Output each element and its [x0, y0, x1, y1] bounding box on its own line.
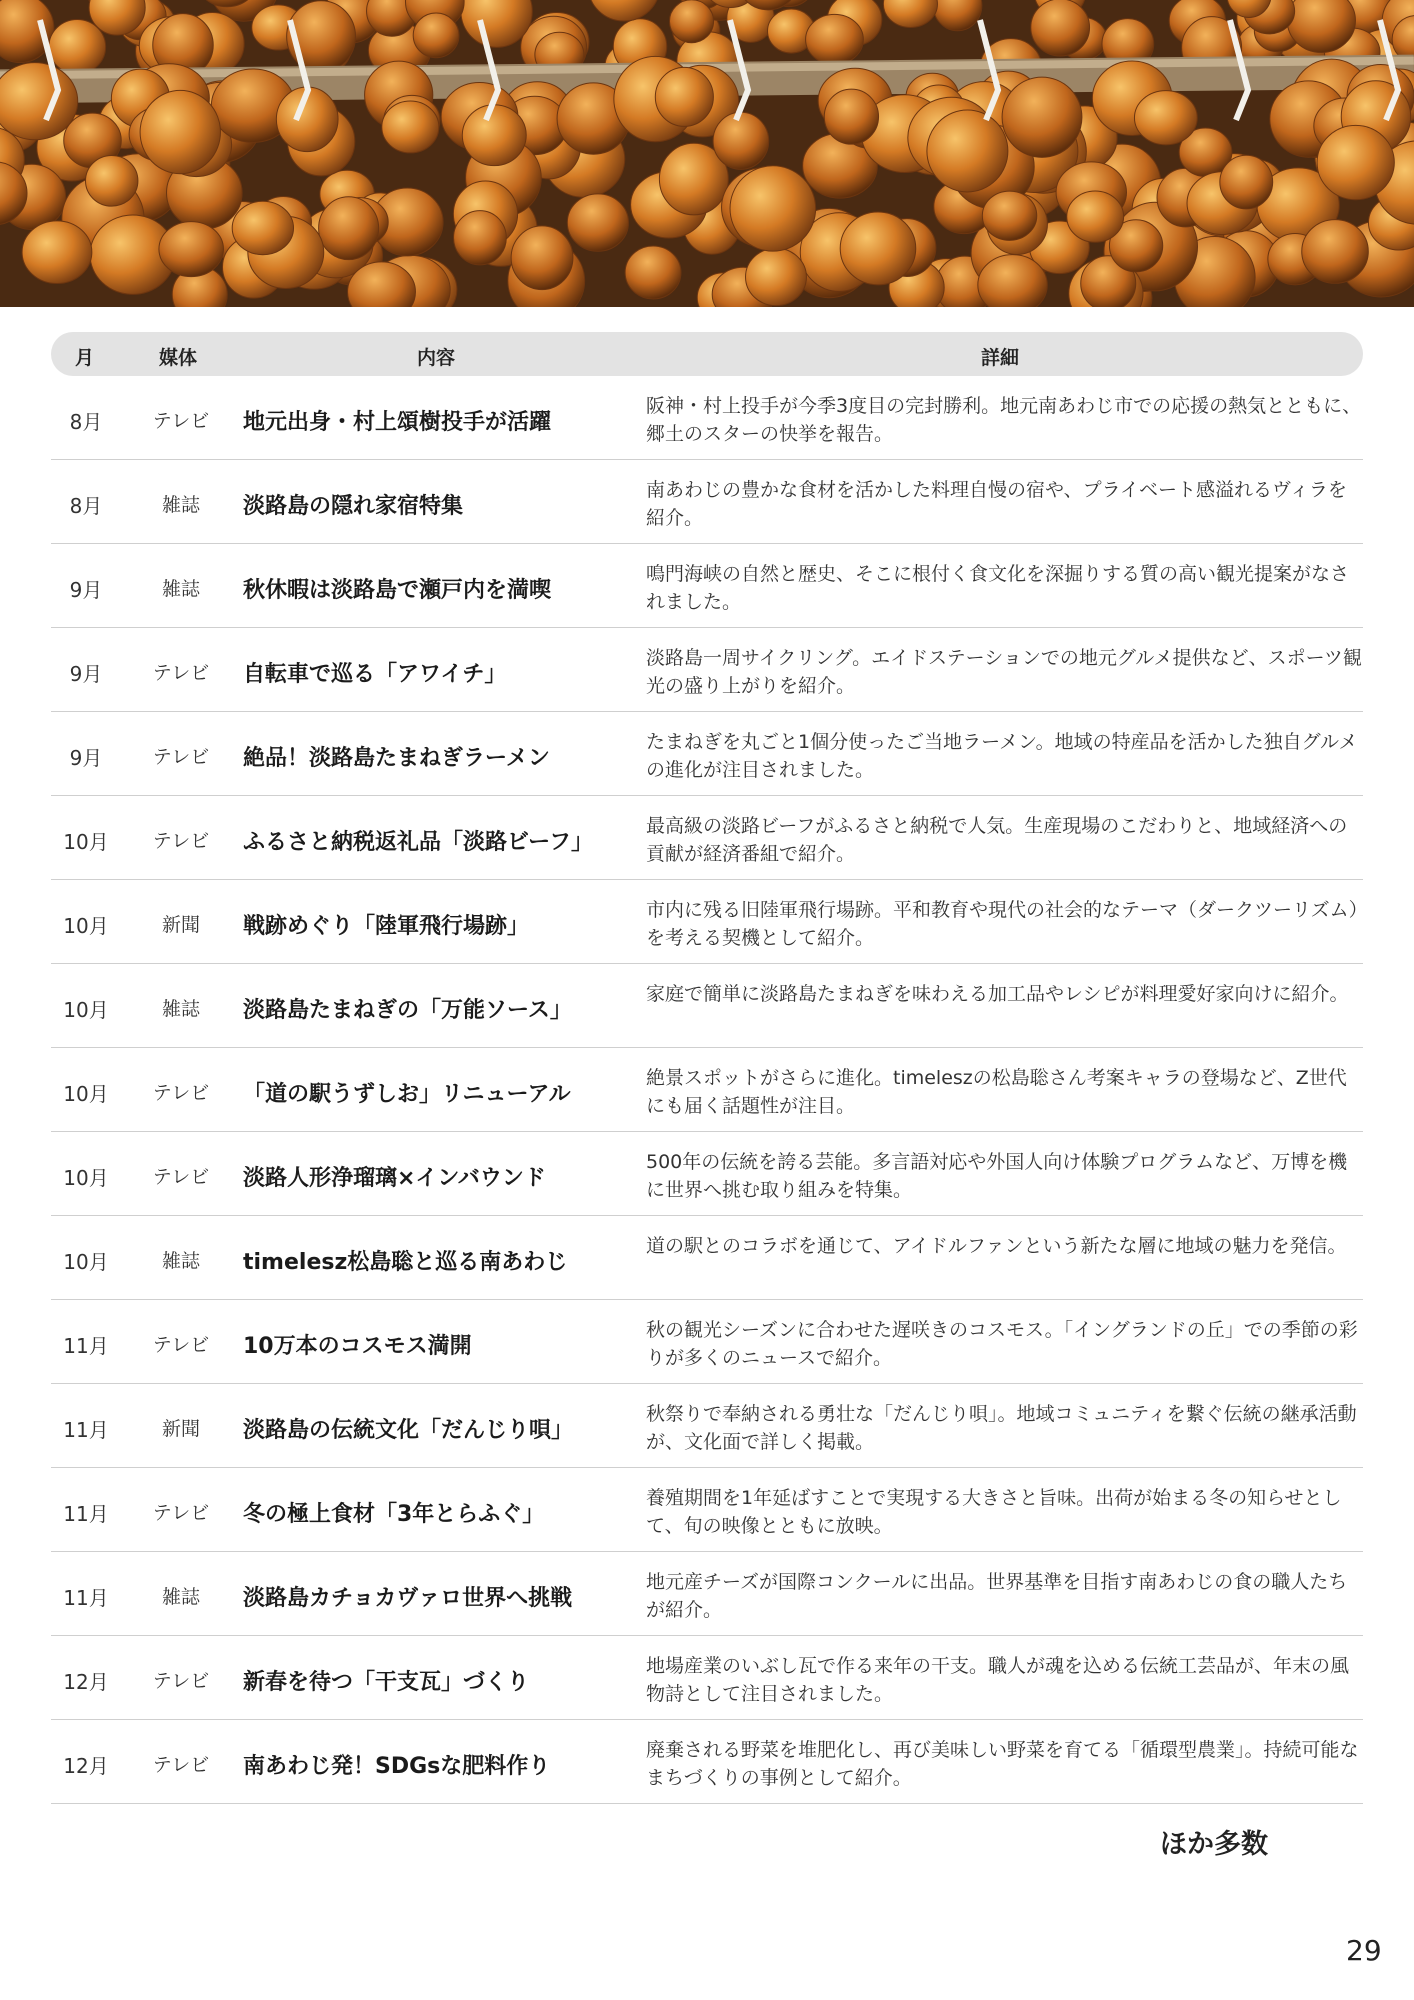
row-title: 淡路島カチョカヴァロ世界へ挑戦: [243, 1586, 573, 1611]
header-content: 内容: [417, 347, 456, 369]
table-row: [51, 1720, 1363, 1804]
row-media: 雑誌: [161, 1586, 200, 1608]
row-detail: 絶景スポットがさらに進化。timeleszの松島聡さん考案キャラの登場など、Z世代にも届く話題性が注目。: [646, 1067, 1347, 1117]
row-media: テレビ: [152, 410, 210, 432]
table-row: [51, 964, 1363, 1048]
table-header: [51, 332, 1363, 376]
header-media: 媒体: [159, 347, 198, 369]
row-month: 9月: [69, 578, 103, 602]
row-media: 新聞: [161, 914, 200, 936]
table-row: [51, 460, 1363, 544]
row-media: 雑誌: [161, 998, 200, 1020]
row-title: 南あわじ発！SDGsな肥料作り: [243, 1754, 551, 1779]
row-title: 淡路人形浄瑠璃×インバウンド: [243, 1166, 546, 1191]
row-title: ふるさと納税返礼品「淡路ビーフ」: [243, 830, 594, 855]
row-media: 新聞: [161, 1418, 200, 1440]
row-media: テレビ: [152, 830, 210, 852]
table-row: [51, 628, 1363, 712]
row-detail: 秋の観光シーズンに合わせた遅咲きのコスモス。「イングランドの丘」での季節の彩りが多くのニュースで紹介。: [646, 1319, 1358, 1369]
row-media: 雑誌: [161, 578, 200, 600]
table-row: [51, 1636, 1363, 1720]
row-title: 絶品！淡路島たまねぎラーメン: [243, 746, 550, 771]
row-month: 11月: [63, 1418, 109, 1442]
row-month: 12月: [63, 1670, 109, 1694]
row-title: 「道の駅うずしお」リニューアル: [243, 1082, 571, 1107]
row-month: 10月: [63, 1082, 109, 1106]
row-detail: 最高級の淡路ビーフがふるさと納税で人気。生産現場のこだわりと、地域経済への貢献が経済番組で紹介。: [646, 815, 1348, 865]
table-row: [51, 1552, 1363, 1636]
row-detail: 養殖期間を1年延ばすことで実現する大きさと旨味。出荷が始まる冬の知らせとして、旬の映像とともに放映。: [646, 1487, 1342, 1537]
table-row: [51, 1216, 1363, 1300]
row-month: 9月: [69, 746, 103, 770]
row-title: 戦跡めぐり「陸軍飛行場跡」: [243, 914, 530, 939]
row-month: 11月: [63, 1334, 109, 1358]
row-title: 淡路島たまねぎの「万能ソース」: [243, 998, 572, 1023]
row-month: 11月: [63, 1586, 109, 1610]
row-title: timelesz松島聡と巡る南あわじ: [243, 1250, 568, 1275]
row-month: 10月: [63, 1250, 109, 1274]
table-row: [51, 1300, 1363, 1384]
row-month: 8月: [69, 494, 103, 518]
row-title: 10万本のコスモス満開: [243, 1334, 472, 1359]
table-row: [51, 376, 1363, 460]
row-month: 12月: [63, 1754, 109, 1778]
row-detail: 鳴門海峡の自然と歴史、そこに根付く食文化を深掘りする質の高い観光提案がなされました。: [646, 563, 1350, 613]
table-body: [51, 376, 1363, 1804]
table-row: [51, 544, 1363, 628]
row-media: テレビ: [152, 1670, 210, 1692]
header-month: 月: [75, 347, 95, 369]
row-detail: 南あわじの豊かな食材を活かした料理自慢の宿や、プライベート感溢れるヴィラを紹介。: [646, 479, 1347, 529]
row-media: テレビ: [152, 662, 210, 684]
row-media: テレビ: [152, 746, 210, 768]
table-row: [51, 1384, 1363, 1468]
row-title: 新春を待つ「干支瓦」づくり: [243, 1670, 530, 1695]
row-title: 秋休暇は淡路島で瀬戸内を満喫: [243, 578, 552, 603]
row-title: 自転車で巡る「アワイチ」: [243, 662, 507, 687]
row-title: 淡路島の伝統文化「だんじり唄」: [243, 1418, 574, 1443]
row-detail: たまねぎを丸ごと1個分使ったご当地ラーメン。地域の特産品を活かした独自グルメの進化が注目されました。: [646, 731, 1358, 781]
row-detail: 淡路島一周サイクリング。エイドステーションでの地元グルメ提供など、スポーツ観光の盛り上がりを紹介。: [646, 647, 1362, 697]
row-detail: 廃棄される野菜を堆肥化し、再び美味しい野菜を育てる「循環型農業」。持続可能なまちづくりの事例として紹介。: [646, 1739, 1359, 1789]
table-row: [51, 1468, 1363, 1552]
row-title: 地元出身・村上頌樹投手が活躍: [243, 410, 552, 435]
table-row: [51, 1132, 1363, 1216]
row-detail: 秋祭りで奉納される勇壮な「だんじり唄」。地域コミュニティを繋ぐ伝統の継承活動が、文化面で詳しく掲載。: [646, 1403, 1357, 1453]
row-media: 雑誌: [161, 494, 200, 516]
row-month: 9月: [69, 662, 103, 686]
row-media: テレビ: [152, 1334, 210, 1356]
row-month: 10月: [63, 914, 109, 938]
row-detail: 阪神・村上投手が今季3度目の完封勝利。地元南あわじ市での応援の熱気とともに、郷土のスターの快挙を報告。: [646, 395, 1362, 445]
row-month: 11月: [63, 1502, 109, 1526]
row-title: 冬の極上食材「3年とらふぐ」: [243, 1502, 545, 1527]
table-row: [51, 1048, 1363, 1132]
row-media: テレビ: [152, 1754, 210, 1776]
row-month: 10月: [63, 1166, 109, 1190]
header-detail: 詳細: [981, 347, 1020, 369]
media-coverage-table: [51, 332, 1363, 1804]
and-many-more-note: ほか多数: [1160, 1829, 1268, 1860]
row-month: 8月: [69, 410, 103, 434]
row-detail: 家庭で簡単に淡路島たまねぎを味わえる加工品やレシピが料理愛好家向けに紹介。: [646, 983, 1349, 1005]
row-detail: 道の駅とのコラボを通じて、アイドルファンという新たな層に地域の魅力を発信。: [646, 1235, 1347, 1257]
row-media: テレビ: [152, 1166, 210, 1188]
table-row: [51, 880, 1363, 964]
row-month: 10月: [63, 830, 109, 854]
table-row: [51, 712, 1363, 796]
page-number: 29: [1346, 1934, 1382, 1967]
row-detail: 地場産業のいぶし瓦で作る来年の干支。職人が魂を込める伝統工芸品が、年末の風物詩として注目されました。: [646, 1655, 1350, 1705]
row-media: テレビ: [152, 1502, 210, 1524]
onion-photo: [0, 0, 1414, 307]
row-media: テレビ: [152, 1082, 210, 1104]
row-detail: 地元産チーズが国際コンクールに出品。世界基準を目指す南あわじの食の職人たちが紹介。: [646, 1571, 1348, 1621]
row-detail: 500年の伝統を誇る芸能。多言語対応や外国人向け体験プログラムなど、万博を機に世界へ挑む取り組みを特集。: [646, 1151, 1348, 1201]
table-row: [51, 796, 1363, 880]
row-media: 雑誌: [161, 1250, 200, 1272]
row-title: 淡路島の隠れ家宿特集: [243, 494, 464, 519]
row-detail: 市内に残る旧陸軍飛行場跡。平和教育や現代の社会的なテーマ（ダークツーリズム）を考える契機として紹介。: [646, 899, 1359, 949]
row-month: 10月: [63, 998, 109, 1022]
